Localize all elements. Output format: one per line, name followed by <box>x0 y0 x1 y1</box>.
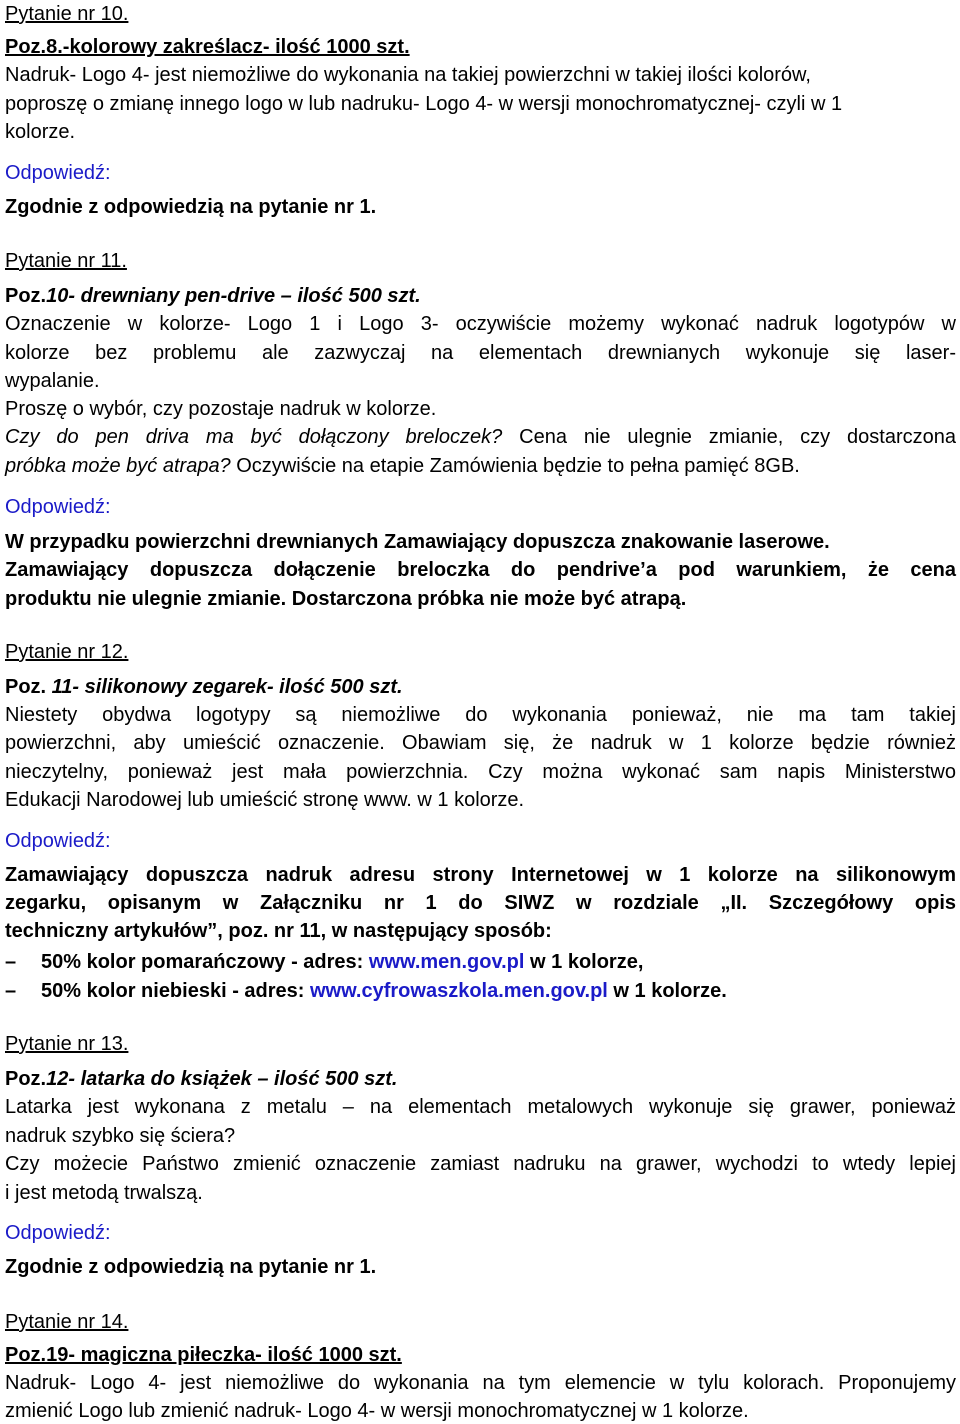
question-14-text-line-2: zmienić Logo lub zmienić nadruk- Logo 4- w wersji monochromatycznej w 1 kolorze. <box>5 1400 749 1422</box>
link-men-gov-pl[interactable]: www.men.gov.pl <box>368 951 525 973</box>
question-12-answer-line-2: zegarku, opisanym w Załączniku nr 1 do SIWZ w rozdziale „II. Szczegółowy opis <box>5 892 956 914</box>
question-10-text-line-1: Nadruk- Logo 4- jest niemożliwe do wykonania na takiej powierzchni w takiej ilości kolorów, <box>5 64 811 86</box>
question-10-position: Poz.8.-kolorowy zakreślacz- ilość 1000 szt. <box>5 36 410 58</box>
link-cyfrowaszkola-men-gov-pl[interactable]: www.cyfrowaszkola.men.gov.pl <box>310 980 608 1002</box>
question-12-answer-line-1: Zamawiający dopuszcza nadruk adresu strony Internetowej w 1 kolorze na silikonowym <box>5 864 956 886</box>
question-11-text-line-4: Proszę o wybór, czy pozostaje nadruk w kolorze. <box>5 398 437 420</box>
question-12-text-line-2: powierzchni, aby umieścić oznaczenie. Obawiam się, że nadruk w 1 kolorze będzie również <box>5 732 956 754</box>
bullet-dash: – <box>5 980 17 1002</box>
question-12-text-line-4: Edukacji Narodowej lub umieścić stronę www. w 1 kolorze. <box>5 789 525 811</box>
question-13-position: Poz.12- latarka do książek – ilość 500 szt. <box>5 1068 398 1090</box>
question-13-text-line-2: nadruk szybko się ściera? <box>5 1125 236 1147</box>
question-14-heading: Pytanie nr 14. <box>5 1311 129 1333</box>
question-11-text-line-6: próbka może być atrapa? Oczywiście na etapie Zamówienia będzie to pełna pamięć 8GB. <box>5 455 800 477</box>
question-13-text-line-3: Czy możecie Państwo zmienić oznaczenie zamiast nadruku na grawer, wychodzi to wtedy lepiej <box>5 1153 956 1175</box>
question-11-answer-line-3: produktu nie ulegnie zmianie. Dostarczona próbka nie może być atrapą. <box>5 588 687 610</box>
question-12-bullet-2: – 50% kolor niebieski - adres: www.cyfrowaszkola.men.gov.pl w 1 kolorze. <box>5 980 727 1002</box>
question-12-position: Poz. 11- silikonowy zegarek- ilość 500 szt. <box>5 676 403 698</box>
question-12-answer-line-3: techniczny artykułów”, poz. nr 11, w następujący sposób: <box>5 920 552 942</box>
question-13-answer: Zgodnie z odpowiedzią na pytanie nr 1. <box>5 1256 377 1278</box>
bullet-dash: – <box>5 951 17 973</box>
question-13-answer-label: Odpowiedź: <box>5 1222 111 1244</box>
question-12-text-line-3: nieczytelny, ponieważ jest mała powierzchnia. Czy można wykonać sam napis Ministerstwo <box>5 761 956 783</box>
question-11-text-line-3: wypalanie. <box>5 370 100 392</box>
question-13-text-line-4: i jest metodą trwalszą. <box>5 1182 203 1204</box>
question-13-text-line-1: Latarka jest wykonana z metalu – na elementach metalowych wykonuje się grawer, ponieważ <box>5 1096 956 1118</box>
question-11-heading: Pytanie nr 11. <box>5 250 127 272</box>
question-13-heading: Pytanie nr 13. <box>5 1033 129 1055</box>
question-10-answer: Zgodnie z odpowiedzią na pytanie nr 1. <box>5 196 377 218</box>
question-14-text-line-1: Nadruk- Logo 4- jest niemożliwe do wykonania na tym elemencie w tylu kolorach. Proponujemy <box>5 1372 956 1394</box>
question-11-text-line-5: Czy do pen driva ma być dołączony breloczek? Cena nie ulegnie zmianie, czy dostarczona <box>5 426 956 448</box>
question-10-answer-label: Odpowiedź: <box>5 162 111 184</box>
question-11-answer-line-1: W przypadku powierzchni drewnianych Zamawiający dopuszcza znakowanie laserowe. <box>5 531 830 553</box>
question-12-text-line-1: Niestety obydwa logotypy są niemożliwe do wykonania ponieważ, nie ma tam takiej <box>5 704 956 726</box>
question-11-answer-label: Odpowiedź: <box>5 496 111 518</box>
question-12-heading: Pytanie nr 12. <box>5 641 129 663</box>
question-14-position: Poz.19- magiczna piłeczka- ilość 1000 szt. <box>5 1344 402 1366</box>
question-10-text-line-3: kolorze. <box>5 121 76 143</box>
question-11-text-line-1: Oznaczenie w kolorze- Logo 1 i Logo 3- oczywiście możemy wykonać nadruk logotypów w <box>5 313 956 335</box>
question-11-text-line-2: kolorze bez problemu ale zazwyczaj na elementach drewnianych wykonuje się laser- <box>5 342 956 364</box>
question-10-heading: Pytanie nr 10. <box>5 3 129 25</box>
question-12-bullet-1: – 50% kolor pomarańczowy - adres: www.men.gov.pl w 1 kolorze, <box>5 951 644 973</box>
question-11-position: Poz.10- drewniany pen-drive – ilość 500 szt. <box>5 285 421 307</box>
question-10-text-line-2: poproszę o zmianę innego logo w lub nadruku- Logo 4- w wersji monochromatycznej- czyli w 1 <box>5 93 843 115</box>
question-12-answer-label: Odpowiedź: <box>5 830 111 852</box>
question-11-answer-line-2: Zamawiający dopuszcza dołączenie breloczka do pendrive’a pod warunkiem, że cena <box>5 559 956 581</box>
